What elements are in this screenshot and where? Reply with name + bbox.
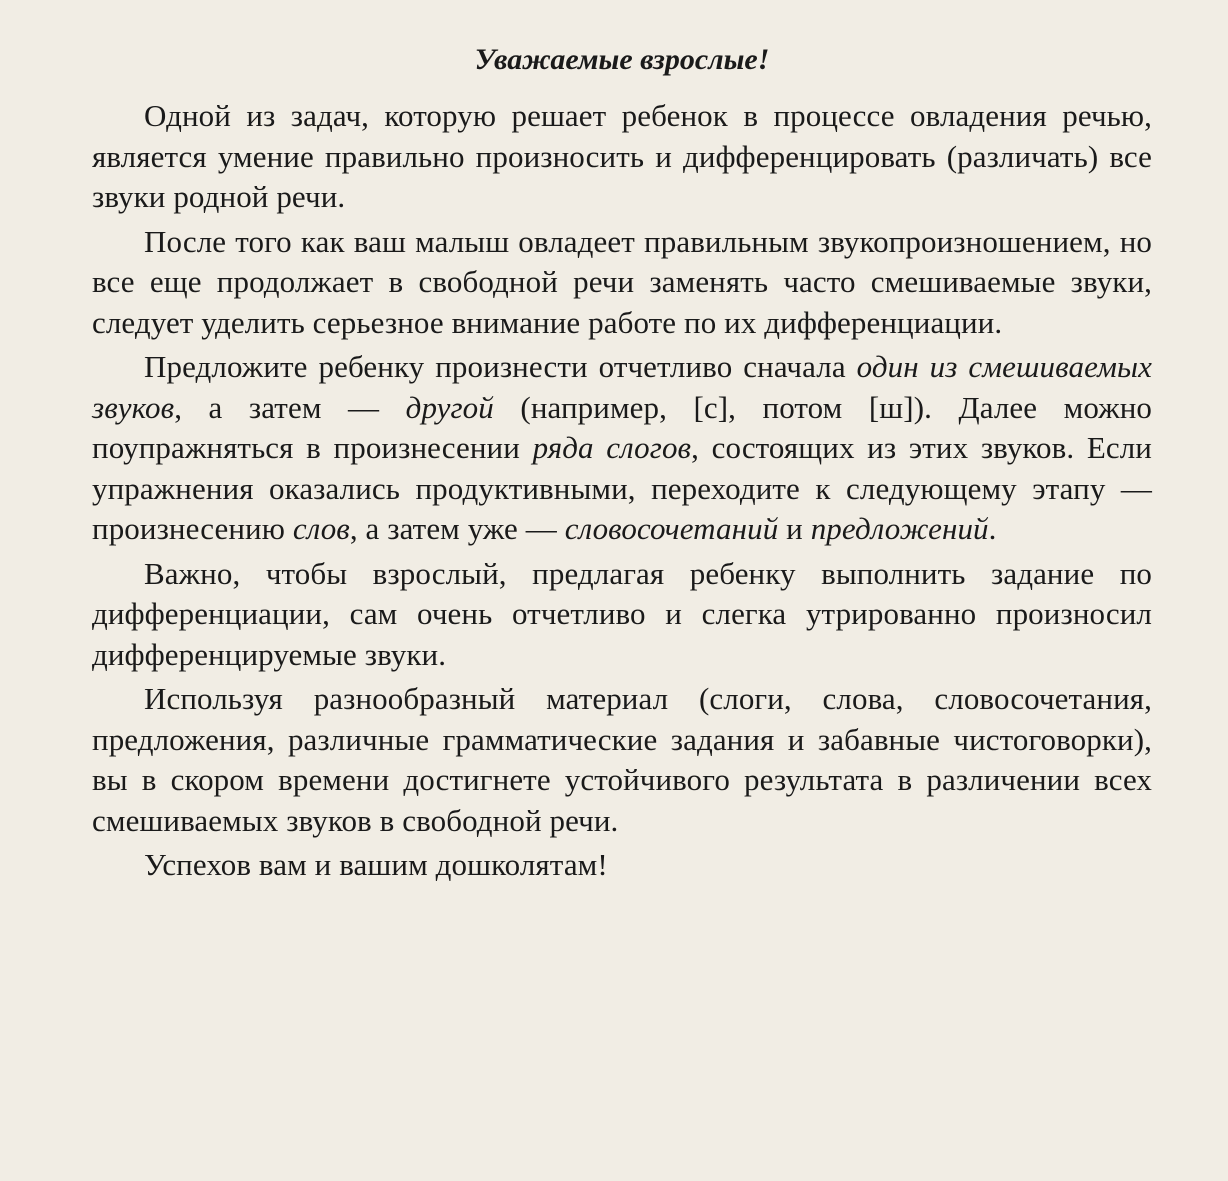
paragraph-exercise-steps xyxy=(92,347,1152,550)
emphasis-segment: слов xyxy=(292,511,350,546)
emphasis-segment: предложений xyxy=(810,511,989,546)
emphasis-segment: ряда слогов xyxy=(532,430,692,465)
text-segment: и xyxy=(778,511,811,546)
paragraph-closing: Успехов вам и вашим дошколятам! xyxy=(144,847,608,882)
paragraph-materials: Используя разнообразный материал (слоги, слова, словосочетания, предложения, различные грамматические задания и забавные чистоговорки), вы в скором времени достигнете устойчивого результата в различении всех смешиваемых звуков в свободной речи. xyxy=(92,681,1152,838)
page-heading: Уважаемые взрослые! xyxy=(474,43,770,76)
document-page xyxy=(92,40,1152,890)
paragraph-differentiation: После того как ваш малыш овладеет правильным звукопроизношением, но все еще продолжает в свободной речи заменять часто смешиваемые звуки, следует уделить серьезное внимание работе по их дифференциации. xyxy=(92,223,1152,340)
text-segment: (например, [с], потом [ш]). Далее можно поупражняться в произнесении xyxy=(92,389,1153,465)
text-segment: , а затем — xyxy=(174,389,406,425)
emphasis-segment: словосочетаний xyxy=(564,511,779,546)
text-segment: Предложите ребенку произнести отчетливо сначала xyxy=(144,349,857,384)
emphasis-segment: один из смешиваемых звуков xyxy=(92,349,1153,425)
text-segment: , состоящих из этих звуков. Если упражнения оказались продуктивными, переходите к следующему этапу — произнесению xyxy=(92,430,1152,546)
paragraph-intro: Одной из задач, которую решает ребенок в процессе овладения речью, является умение правильно произносить и дифференцировать (различать) все звуки родной речи. xyxy=(92,98,1152,214)
text-segment: , а затем уже — xyxy=(349,511,565,546)
emphasis-segment: другой xyxy=(405,389,494,425)
text-segment: . xyxy=(988,511,997,546)
paragraph-adult-pronunciation: Важно, чтобы взрослый, предлагая ребенку выполнить задание по дифференциации, сам очень отчетливо и слегка утрированно произносил дифференцируемые звуки. xyxy=(92,555,1152,672)
